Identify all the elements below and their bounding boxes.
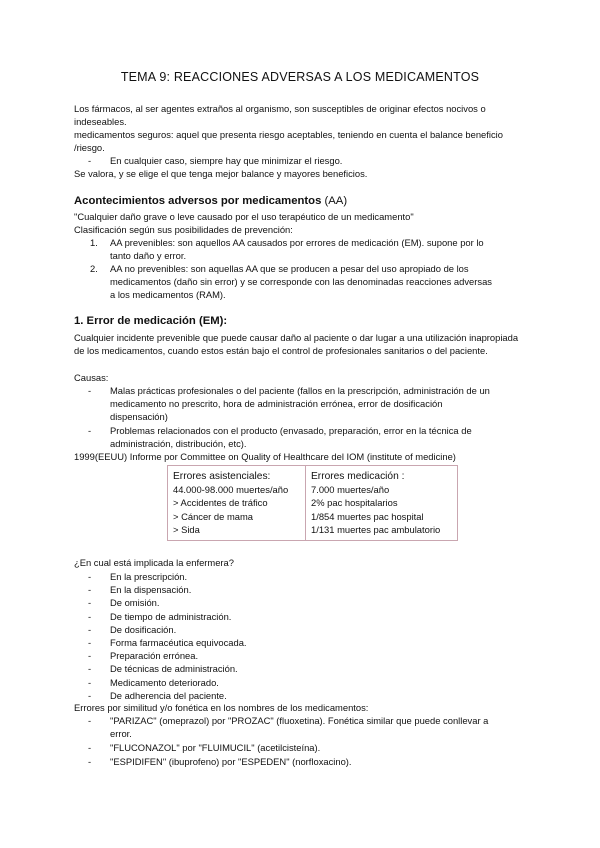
- em-report: 1999(EEUU) Informe por Committee on Quality of Healthcare del IOM (institute of medicine): [74, 451, 456, 462]
- list-item: [88, 662, 528, 676]
- bullet-marker: -: [88, 155, 92, 166]
- list-item: [88, 262, 528, 302]
- list-item-text: error.: [110, 728, 132, 739]
- bullet-marker: -: [88, 425, 92, 436]
- table-column-medicacion: [306, 466, 457, 540]
- table-cell: 44.000-98.000 muertes/año: [173, 484, 289, 496]
- intro-bullet: En cualquier caso, siempre hay que minimizar el riesgo.: [110, 155, 343, 166]
- list-item: [88, 714, 533, 742]
- table-header: Errores medicación :: [311, 471, 405, 482]
- intro-paragraph-1: Los fármacos, al ser agentes extraños al organismo, son susceptibles de originar efectos nocivos o indeseables.: [74, 103, 486, 128]
- bullet-marker: -: [88, 610, 92, 622]
- bullet-marker: -: [88, 742, 92, 753]
- bullet-marker: -: [88, 689, 92, 701]
- list-item-text: administración, distribución, etc).: [110, 438, 247, 449]
- bullet-marker: -: [88, 571, 92, 582]
- list-item-text: "ESPIDIFEN" (ibuprofeno) por "ESPEDEN" (norfloxacino).: [110, 756, 352, 767]
- table-cell: 1/854 muertes pac hospital: [311, 510, 424, 522]
- bullet-marker: -: [88, 663, 92, 675]
- list-item: [88, 636, 528, 650]
- bullet-marker: -: [88, 584, 92, 596]
- aa-classification: Clasificación según sus posibilidades de prevención:: [74, 224, 293, 235]
- intro-paragraph-2: medicamentos seguros: aquel que presenta riesgo aceptables, teniendo en cuenta el balance beneficio /riesgo.: [74, 129, 503, 154]
- list-item: [88, 596, 528, 610]
- bullet-marker: -: [88, 637, 92, 648]
- list-item-text: De técnicas de administración.: [110, 663, 238, 675]
- bullet-marker: -: [88, 650, 92, 662]
- list-item-text: AA no prevenibles: son aquellas AA que se producen a pesar del uso apropiado de los: [110, 263, 469, 274]
- em-definition: Cualquier incidente prevenible que puede causar daño al paciente o dar lugar a una utilización inapropiada de los medicamentos, cuando estos están bajo el control de profesionales sanitarios o del paciente.: [74, 332, 519, 357]
- table-cell: 7.000 muertes/año: [311, 484, 390, 496]
- list-item-text: De omisión.: [110, 597, 160, 609]
- list-item-text: dispensación): [110, 411, 168, 422]
- intro-paragraph-3: Se valora, y se elige el que tenga mejor balance y mayores beneficios.: [74, 168, 368, 179]
- list-item: [88, 424, 528, 452]
- table-header: Errores asistenciales:: [173, 471, 271, 482]
- nurse-question: ¿En cual está implicada la enfermera?: [74, 557, 234, 568]
- list-item: [88, 583, 528, 597]
- list-item-text: "PARIZAC" (omeprazol) por "PROZAC" (fluoxetina). Fonética similar que puede conllevar a: [110, 715, 489, 726]
- section-heading-aa: [74, 195, 347, 207]
- list-item: [88, 676, 528, 690]
- list-item: [88, 570, 528, 584]
- list-item-text: De adherencia del paciente.: [110, 689, 227, 701]
- list-number: 2.: [90, 263, 98, 274]
- list-item: [88, 384, 528, 424]
- bullet-marker: -: [88, 676, 92, 688]
- bullet-marker: -: [88, 623, 92, 635]
- list-number: 1.: [90, 237, 98, 248]
- list-item: [88, 755, 528, 769]
- list-item-text: Malas prácticas profesionales o del paciente (fallos en la prescripción, administración de un: [110, 385, 490, 396]
- table-cell: > Accidentes de tráfico: [173, 497, 268, 509]
- section-heading-em: 1. Error de medicación (EM):: [74, 315, 228, 327]
- list-item: [88, 649, 528, 663]
- table-cell: 1/131 muertes pac ambulatorio: [311, 523, 441, 535]
- list-item-text: De dosificación.: [110, 623, 177, 635]
- list-item-text: "FLUCONAZOL" por "FLUIMUCIL" (acetilcisteína).: [110, 742, 321, 753]
- list-item-text: AA prevenibles: son aquellos AA causados por errores de medicación (EM). supone por lo: [110, 237, 484, 248]
- bullet-marker: -: [88, 597, 92, 609]
- list-item: [88, 236, 528, 264]
- list-item: [88, 610, 528, 624]
- aa-heading-text: Acontecimientos adversos por medicamentos: [74, 195, 322, 207]
- list-item-text: Preparación errónea.: [110, 650, 199, 662]
- list-item: [88, 623, 528, 637]
- table-cell: 2% pac hospitalarios: [311, 497, 398, 509]
- errors-table: [167, 465, 458, 541]
- table-cell: > Sida: [173, 523, 200, 535]
- similarity-label: Errores por similitud y/o fonética en los nombres de los medicamentos:: [74, 702, 369, 713]
- list-item-text: medicamento no prescrito, hora de administración errónea, error de dosificación: [110, 398, 443, 409]
- list-item-text: En la prescripción.: [110, 571, 188, 582]
- bullet-marker: -: [88, 756, 92, 767]
- list-item-text: tanto daño y error.: [110, 250, 187, 261]
- table-cell: > Cáncer de mama: [173, 510, 253, 522]
- bullet-marker: -: [88, 385, 92, 396]
- aa-quote: "Cualquier daño grave o leve causado por el uso terapéutico de un medicamento": [74, 211, 414, 222]
- em-causes-label: Causas:: [74, 372, 109, 383]
- list-item-text: Medicamento deteriorado.: [110, 676, 219, 688]
- aa-heading-suffix: (AA): [321, 195, 348, 207]
- list-item-text: De tiempo de administración.: [110, 610, 232, 622]
- page-title: TEMA 9: REACCIONES ADVERSAS A LOS MEDICAMENTOS: [120, 70, 480, 84]
- table-column-asistenciales: [168, 466, 306, 540]
- list-item-text: a los medicamentos (RAM).: [110, 289, 226, 300]
- bullet-marker: -: [88, 715, 92, 726]
- list-item-text: En la dispensación.: [110, 584, 192, 596]
- list-item-text: medicamentos (daño sin error) y se corresponde con las denominadas reacciones adversas: [110, 276, 492, 287]
- list-item-text: Problemas relacionados con el producto (envasado, preparación, error en la técnica de: [110, 425, 472, 436]
- list-item-text: Forma farmacéutica equivocada.: [110, 637, 247, 648]
- list-item: [88, 741, 528, 755]
